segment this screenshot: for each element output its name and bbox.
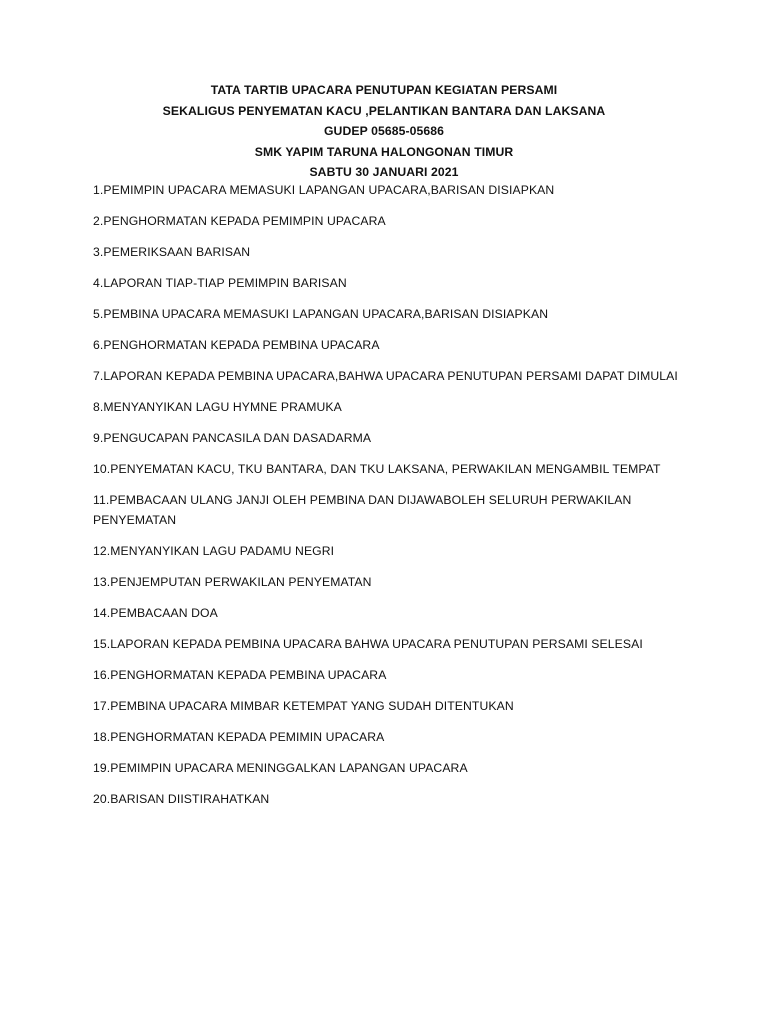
header-gudep: GUDEP 05685-05686: [323, 124, 445, 139]
header-subtitle: SEKALIGUS PENYEMATAN KACU ,PELANTIKAN BANTARA DAN LAKSANA: [162, 103, 606, 118]
list-item: 8.MENYANYIKAN LAGU HYMNE PRAMUKA: [93, 400, 342, 414]
list-item: 9.PENGUCAPAN PANCASILA DAN DASADARMA: [93, 431, 372, 445]
document-header: [0, 80, 768, 183]
header-title: TATA TARTIB UPACARA PENUTUPAN KEGIATAN PERSAMI: [210, 83, 558, 97]
list-item: 4.LAPORAN TIAP-TIAP PEMIMPIN BARISAN: [93, 276, 347, 290]
list-item: 13.PENJEMPUTAN PERWAKILAN PENYEMATAN: [93, 575, 372, 589]
list-item: 14.PEMBACAAN DOA: [93, 606, 218, 620]
list-item: 6.PENGHORMATAN KEPADA PEMBINA UPACARA: [93, 338, 380, 352]
list-item: 12.MENYANYIKAN LAGU PADAMU NEGRI: [93, 544, 335, 558]
header-school: SMK YAPIM TARUNA HALONGONAN TIMUR: [254, 144, 514, 159]
agenda-list: [93, 180, 693, 820]
header-date: SABTU 30 JANUARI 2021: [309, 165, 459, 180]
list-item: 15.LAPORAN KEPADA PEMBINA UPACARA BAHWA UPACARA PENUTUPAN PERSAMI SELESAI: [93, 637, 643, 651]
list-item: 20.BARISAN DIISTIRAHATKAN: [93, 792, 270, 806]
list-item: 16.PENGHORMATAN KEPADA PEMBINA UPACARA: [93, 668, 387, 682]
list-item: 3.PEMERIKSAAN BARISAN: [93, 245, 251, 259]
list-item: 17.PEMBINA UPACARA MIMBAR KETEMPAT YANG SUDAH DITENTUKAN: [93, 699, 514, 713]
list-item: 7.LAPORAN KEPADA PEMBINA UPACARA,BAHWA UPACARA PENUTUPAN PERSAMI DAPAT DIMULAI: [93, 369, 678, 383]
list-item: 2.PENGHORMATAN KEPADA PEMIMPIN UPACARA: [93, 214, 386, 228]
list-item: 1.PEMIMPIN UPACARA MEMASUKI LAPANGAN UPACARA,BARISAN DISIAPKAN: [93, 183, 555, 197]
list-item: 10.PENYEMATAN KACU, TKU BANTARA, DAN TKU LAKSANA, PERWAKILAN MENGAMBIL TEMPAT: [93, 462, 661, 476]
list-item: 18.PENGHORMATAN KEPADA PEMIMIN UPACARA: [93, 730, 385, 744]
list-item: 11.PEMBACAAN ULANG JANJI OLEH PEMBINA DAN DIJAWABOLEH SELURUH PERWAKILAN PENYEMATAN: [93, 493, 632, 527]
list-item: 5.PEMBINA UPACARA MEMASUKI LAPANGAN UPACARA,BARISAN DISIAPKAN: [93, 307, 549, 321]
list-item: 19.PEMIMPIN UPACARA MENINGGALKAN LAPANGAN UPACARA: [93, 761, 468, 775]
